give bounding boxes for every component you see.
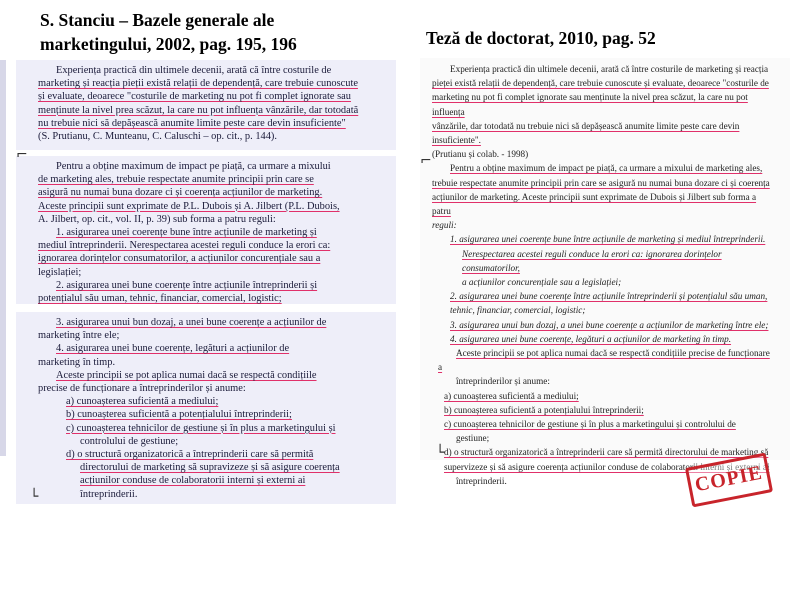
scan-line: trebuie respectate anumite principii prin care se asigură nu numai buna dozare ci și coerența: [432, 177, 770, 188]
scan-line: c) cunoașterea tehnicilor de gestiune și în plus a marketingului și: [66, 422, 336, 434]
scan-line: pieței există relații de dependență, care trebuie cunoscute și evaluate, deoarece "costurile de: [432, 78, 769, 89]
scan-line: d) o structură organizatorică a întreprinderii care să permită: [66, 449, 314, 461]
scan-line: 4. asigurarea unei bune coerențe, legături a acțiunilor de marketing în timp.: [450, 333, 732, 344]
pen-bracket-mark: ⌐: [16, 147, 28, 163]
scan-line: 3. asigurarea unui bun dozaj, a unei bune coerențe a acțiunilor de marketing între ele;: [450, 319, 769, 330]
right-source-heading: Teză de doctorat, 2010, pag. 52: [426, 28, 656, 48]
scan-line: directorului de marketing să supravizeze și să asigure coerența: [80, 462, 340, 474]
scan-line: 2. asigurarea unei bune coerențe între acțiunile întreprinderii și potențialul său uman,: [450, 291, 768, 302]
scan-line: Experiența practică din ultimele decenii, arată că între costurile de: [56, 65, 332, 76]
scan-line: Aceste principii se pot aplica numai dacă se respectă condițiile precise de funcționare a: [438, 348, 770, 373]
scan-line: marketing nu pot fi complet ignorate sau menținute la nivel prea scăzut, la care nu pot influența: [432, 92, 748, 117]
scan-line: b) cunoașterea suficientă a potențialului întreprinderii;: [444, 404, 644, 415]
scan-line: marketing și reacția pieții există relații de dependență, care trebuie cunoscute: [38, 78, 358, 90]
scan-line: de marketing ales, trebuie respectate anumite principii prin care se: [38, 174, 314, 186]
scan-line: gestiune;: [456, 433, 490, 444]
scan-line: tehnic, financiar, comercial, logistic;: [450, 305, 586, 316]
scan-line: 4. asigurarea unei bune coerențe, legături a acțiunilor de: [56, 343, 290, 355]
left-source-heading: S. Stanciu – Bazele generale ale marketingului, 2002, pag. 195, 196: [40, 10, 297, 54]
pen-bracket-mark: └: [436, 445, 445, 461]
scan-line: 1. asigurarea unei coerențe bune între acțiunile de marketing și: [56, 227, 317, 239]
scan-line: menținute la nivel prea scăzut, la care nu pot influența vânzările, dar totodată: [38, 104, 359, 116]
pen-bracket-mark: ⌐: [420, 153, 432, 169]
scan-line: vânzările, dar totodată nu trebuie nici să depășească anumite limite peste care devin insuficiente".: [432, 120, 740, 146]
scan-line: ignorarea dorințelor consumatorilor, a acțiunilor concurențiale sau a: [38, 253, 321, 265]
scan-line: 2. asigurarea unei bune coerențe între acțiunile întreprinderii și: [56, 279, 318, 291]
scan-line: precise de funcționare a întreprinderilor și anume:: [38, 383, 246, 395]
scan-line: supervizeze și să asigure coerența acțiunilor conduse de colaboratorii interni și externi ai: [444, 461, 770, 472]
scan-line: asigură nu numai buna dozare ci și coerența acțiunilor de marketing.: [38, 187, 323, 199]
scan-line: Experiența practică din ultimele decenii, arată că între costurile de marketing și reacția: [450, 64, 769, 74]
scan-line: c) cunoașterea tehnicilor de gestiune și în plus a marketingului și controlului de: [444, 419, 736, 430]
scan-line: a) cunoașterea suficientă a mediului;: [66, 396, 219, 408]
scan-line: Pentru a obține maximum de impact pe piață, ca urmare a mixului: [56, 161, 331, 172]
scan-line: d) o structură organizatorică a întreprinderii care să permită directorului de marketing să: [444, 447, 769, 458]
scan-line: Aceste principii sunt exprimate de P.L. Dubois și A. Jilbert (P.L. Dubois,: [38, 200, 340, 212]
scan-line: a acțiunilor concurențiale sau a legislației;: [462, 277, 622, 288]
scan-line: potențialul său uman, tehnic, financiar, comercial, logistic;: [38, 293, 282, 305]
scan-line: b) cunoașterea suficientă a potențialului întreprinderii;: [66, 409, 292, 421]
scan-line: 1. asigurarea unei coerențe bune între acțiunile de marketing și mediul întreprinderii.: [450, 234, 766, 245]
scan-line: Pentru a obține maximum de impact pe piață, ca urmare a mixului de marketing ales,: [450, 163, 763, 174]
scan-line: marketing între ele;: [38, 330, 120, 342]
stamp-label: COPIE: [693, 461, 765, 497]
left-scan-excerpt-1: [16, 60, 396, 150]
scan-line: marketing în timp.: [38, 356, 116, 368]
scan-line: întreprinderii.: [80, 488, 138, 500]
scan-line: A. Jilbert, op. cit., vol. II, p. 39) sub forma a patru reguli:: [38, 213, 276, 225]
scan-line: reguli:: [432, 220, 457, 231]
scan-line: întreprinderilor și anume:: [456, 376, 550, 387]
scan-line: acțiunilor conduse de colaboratorii interni și externi ai: [80, 475, 306, 487]
scan-line: și evaluate, deoarece "costurile de marketing nu pot fi complet ignorate sau: [38, 91, 351, 103]
scan-line: mediul întreprinderii. Nerespectarea acestei reguli conduce la erori ca:: [38, 240, 331, 252]
scan-line: (Prutianu și colab. - 1998): [432, 149, 529, 160]
scan-line: controlului de gestiune;: [80, 435, 179, 447]
pen-bracket-mark: └: [30, 489, 39, 505]
scan-line: a) cunoașterea suficientă a mediului;: [444, 390, 579, 401]
scan-line: Aceste principii se pot aplica numai dacă se respectă condițiile: [56, 369, 317, 381]
left-edge-scan-strip: [0, 60, 6, 456]
left-scan-excerpt-3: [16, 312, 396, 504]
scan-line: legislației;: [38, 266, 82, 278]
scan-line: 3. asigurarea unui bun dozaj, a unei bune coerențe a acțiunilor de: [56, 317, 327, 328]
left-scan-excerpt-2: [16, 156, 396, 304]
scan-line: Nerespectarea acestei reguli conduce la erori ca: ignorarea dorințelor consumatorilor,: [462, 248, 722, 273]
scan-line: întreprinderii.: [456, 475, 507, 486]
scan-line: (S. Prutianu, C. Munteanu, C. Caluschi – op. cit., p. 144).: [38, 131, 277, 143]
scan-line: acțiunilor de marketing. Aceste principii sunt exprimate de Dubois și Jilbert sub forma a patru: [432, 191, 757, 217]
scan-line: nu trebuie nici să depășească anumite limite peste care devin insuficiente": [38, 117, 346, 129]
